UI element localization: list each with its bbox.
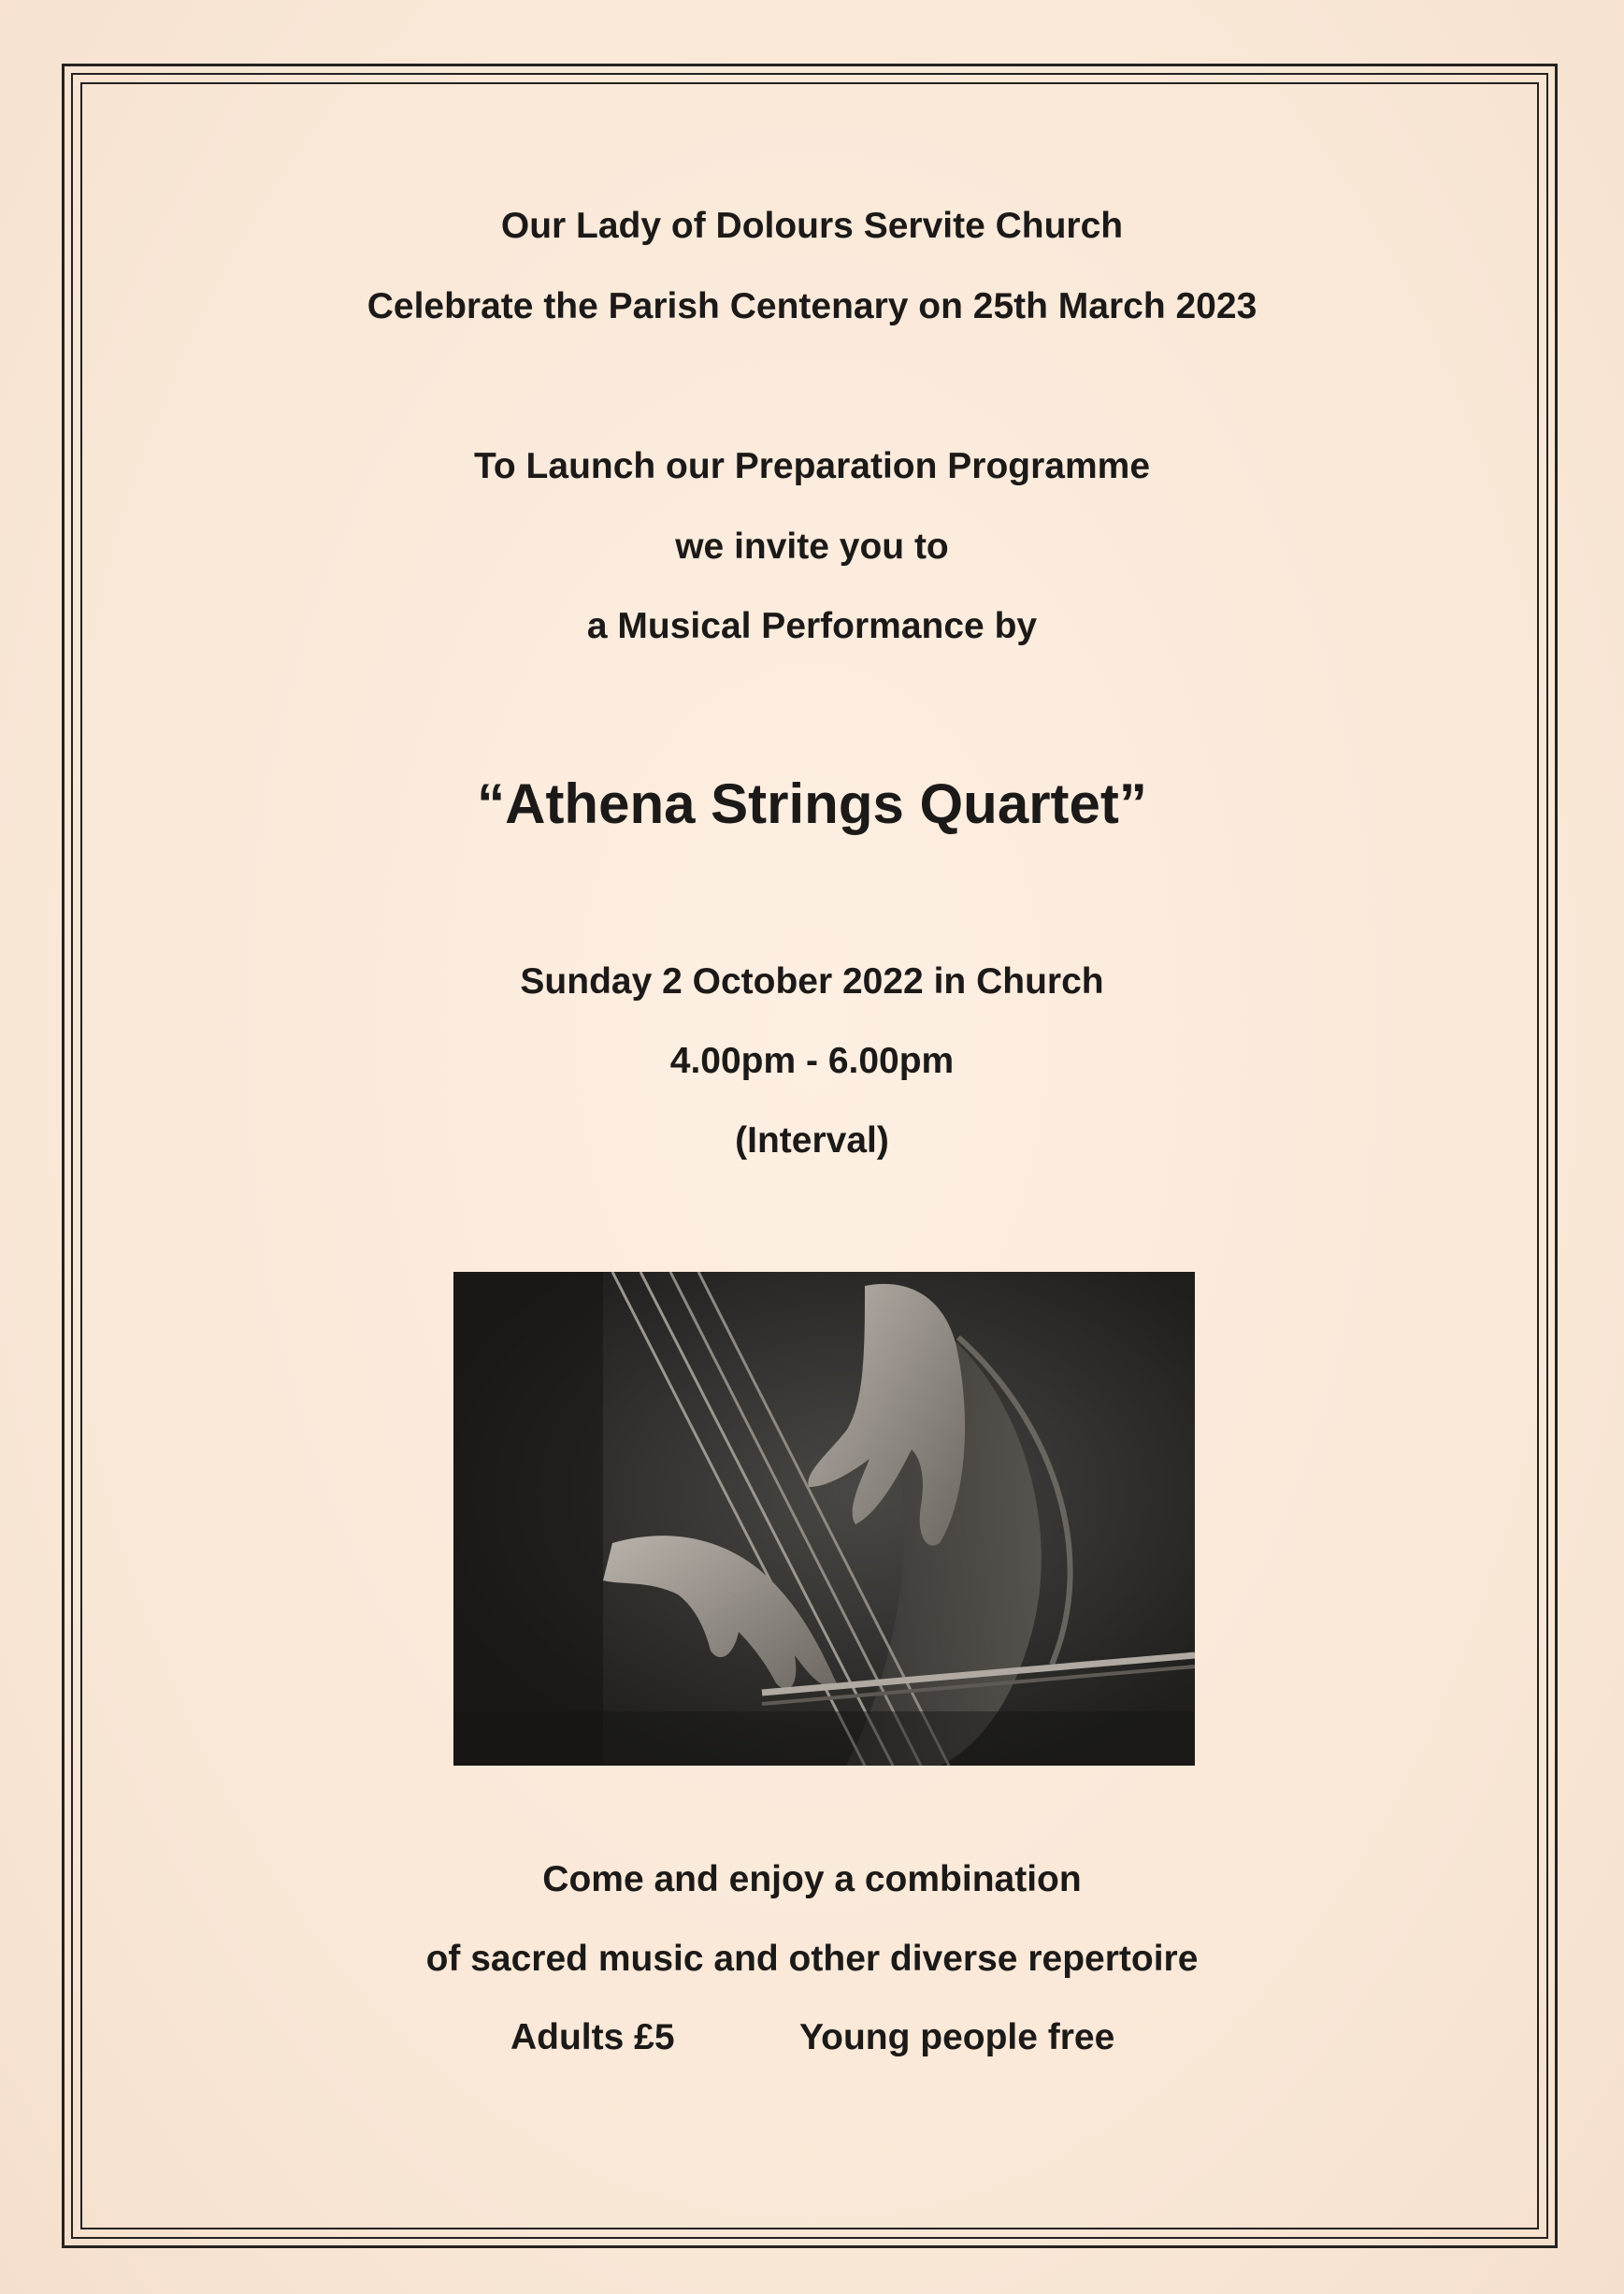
event-interval: (Interval)	[735, 1120, 889, 1161]
price-row	[0, 2019, 1624, 2062]
price-young-people: Young people free	[799, 2017, 1115, 2057]
event-time: 4.00pm - 6.00pm	[669, 1041, 955, 1081]
invitation-line-3: a Musical Performance by	[586, 606, 1038, 646]
performer-title: “Athena Strings Quartet”	[477, 772, 1147, 835]
footer-line-1: Come and enjoy a combination	[542, 1859, 1082, 1899]
invitation-line-2: we invite you to	[675, 527, 949, 567]
double-bass-photo	[453, 1272, 1195, 1766]
price-adults: Adults £5	[510, 2017, 675, 2057]
double-bass-photo-icon	[453, 1272, 1195, 1766]
church-name: Our Lady of Dolours Servite Church	[500, 206, 1124, 246]
footer-line-2: of sacred music and other diverse repertoire	[425, 1939, 1199, 1979]
centenary-line: Celebrate the Parish Centenary on 25th March 2023	[366, 286, 1258, 326]
event-date: Sunday 2 October 2022 in Church	[520, 961, 1104, 1002]
invitation-line-1: To Launch our Preparation Programme	[473, 446, 1151, 486]
